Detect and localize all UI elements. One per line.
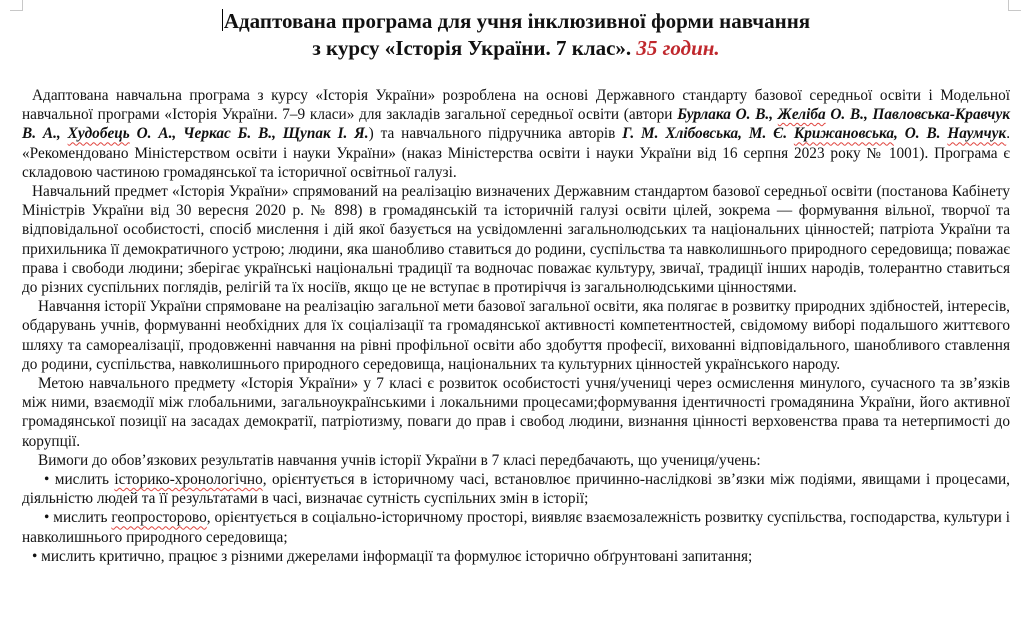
intro-text-1: Адаптована навчальна програма з курсу «Історія України» розроблена на основі Державного стандарту базової середньої освіти і Модельної навчальної програми «Історія України. 7–9 класи» для закладів загальної середньої освіти (автори	[22, 87, 1010, 124]
authors-1: Бурлака О. В.,	[677, 106, 778, 124]
intro-text-3: . «Рекомендовано Міністерством освіти і науки України» (наказ Міністерства освіти і науки України від 16 серпня 2023 року № 1001). Програма є складовою частиною громадянської та історичної освітньої галузі.	[22, 125, 1011, 181]
intro-text-2: ) та навчального підручника авторів	[368, 125, 623, 143]
textbook-authors-2: Крижановська	[793, 125, 895, 143]
bullet-item-critical	[22, 547, 1010, 566]
bullet-spellcheck-word: історико-хронологічно	[114, 471, 263, 489]
title-line-2	[22, 35, 1010, 62]
textbook-authors-4: Наумчук	[947, 125, 1007, 143]
paragraph-learning-aims: Навчання історії України спрямоване на реалізацію загальної мети базової загальної освіти, яка полягає в розвитку природних здібностей, інтересів, обдарувань учнів, формуванні необхідних для їх соціалізації та громадянської активності компетентностей, свідомому виборі подальшого життєвого шляху та самореалізації, продовженні навчання на рівні профільної освіти або здобуття професії, вихованні відповідального, шанобливого ставлення до родини, суспільства, навколишнього природного середовища, національних та культурних цінностей українського народу.	[22, 298, 1010, 373]
title-line-1-text: Адаптована програма для учня інклюзивної форми навчання	[223, 9, 811, 33]
textbook-authors-3: , О. В.	[894, 125, 948, 143]
title-hours: 35 годин.	[636, 36, 720, 60]
textbook-authors-1: Г. М. Хлібовська, М. Є.	[622, 125, 794, 143]
text-cursor	[222, 9, 223, 31]
document-title	[22, 8, 1010, 62]
bullet-item-geospatial	[22, 508, 1010, 546]
authors-2: Желіба	[777, 106, 826, 124]
bullet-prefix: • мислить	[44, 471, 115, 489]
title-course-text: з курсу «Історія України. 7 клас».	[312, 36, 637, 60]
bullet-text: , орієнтується в соціально-історичному просторі, виявляє взаємозалежність розвитку суспільства, господарства, культури і навколишнього природного середовища;	[22, 509, 1011, 546]
document-page[interactable]	[22, 8, 1010, 566]
authors-3: О. В., Павловська-Кравчук В. А.,	[22, 106, 1010, 143]
paragraph-intro	[22, 86, 1010, 182]
paragraph-course-goal: Метою навчального предмету «Історія України» у 7 класі є розвиток особистості учня/учениці через осмислення минулого, сучасного та зв’язків між ними, взаємодії між глобальними, загальноукраїнськими і локальними процесами;формування ідентичності громадянина України, його активної громадянської позиції на засадах демократії, патріотизму, поваги до прав і свобод людини, визнання цінності верховенства права та нетерпимості до корупції.	[22, 375, 1010, 450]
bullet-spellcheck-word: геопросторово	[111, 509, 207, 527]
paragraph-requirements: Вимоги до обов’язкових результатів навчання учнів історії України в 7 класі передбачають, що учениця/учень:	[38, 451, 761, 469]
bullet-text: , орієнтується в історичному часі, встановлює причинно-наслідкові зв’язки між подіями, явищами і процесами, діяльністю людей та її результатами в часі, визначає сутність суспільних змін в історії;	[22, 471, 1011, 508]
authors-5: О. А., Черкас Б. В., Щупак І. Я.	[129, 125, 369, 143]
authors-4: Худобець	[67, 125, 130, 143]
bullet-text: • мислить критично, працює з різними джерелами інформації та формулює історично обґрунтовані запитання;	[32, 547, 753, 565]
bullet-prefix: • мислить	[44, 509, 112, 527]
paragraph-subject-goals: Навчальний предмет «Історія України» спрямований на реалізацію визначених Державним стандартом базової середньої освіти (постанова Кабінету Міністрів України від 30 вересня 2020 р. № 898) в громадянській та історичній галузі освіти цілей, зокрема — формування вільної, творчої та відповідальної особистості, спосіб мислення і дій якої базується на усвідомленні загальнолюдських та національних цінностей; патріота України та прихильника її демократичного устрою; людини, яка шанобливо ставиться до родини, суспільства та навколишнього природного середовища; поважає права і свободи людини; зберігає українські національні традиції та водночас поважає культуру, звичаї, традиції інших народів, толерантно ставиться до різних суспільних поглядів, релігій та їх носіїв, якщо це не вступає в протиріччя із загальнолюдськими цінностями.	[22, 183, 1010, 297]
bullet-item-chronological	[22, 470, 1010, 508]
title-line-1	[22, 8, 1010, 35]
